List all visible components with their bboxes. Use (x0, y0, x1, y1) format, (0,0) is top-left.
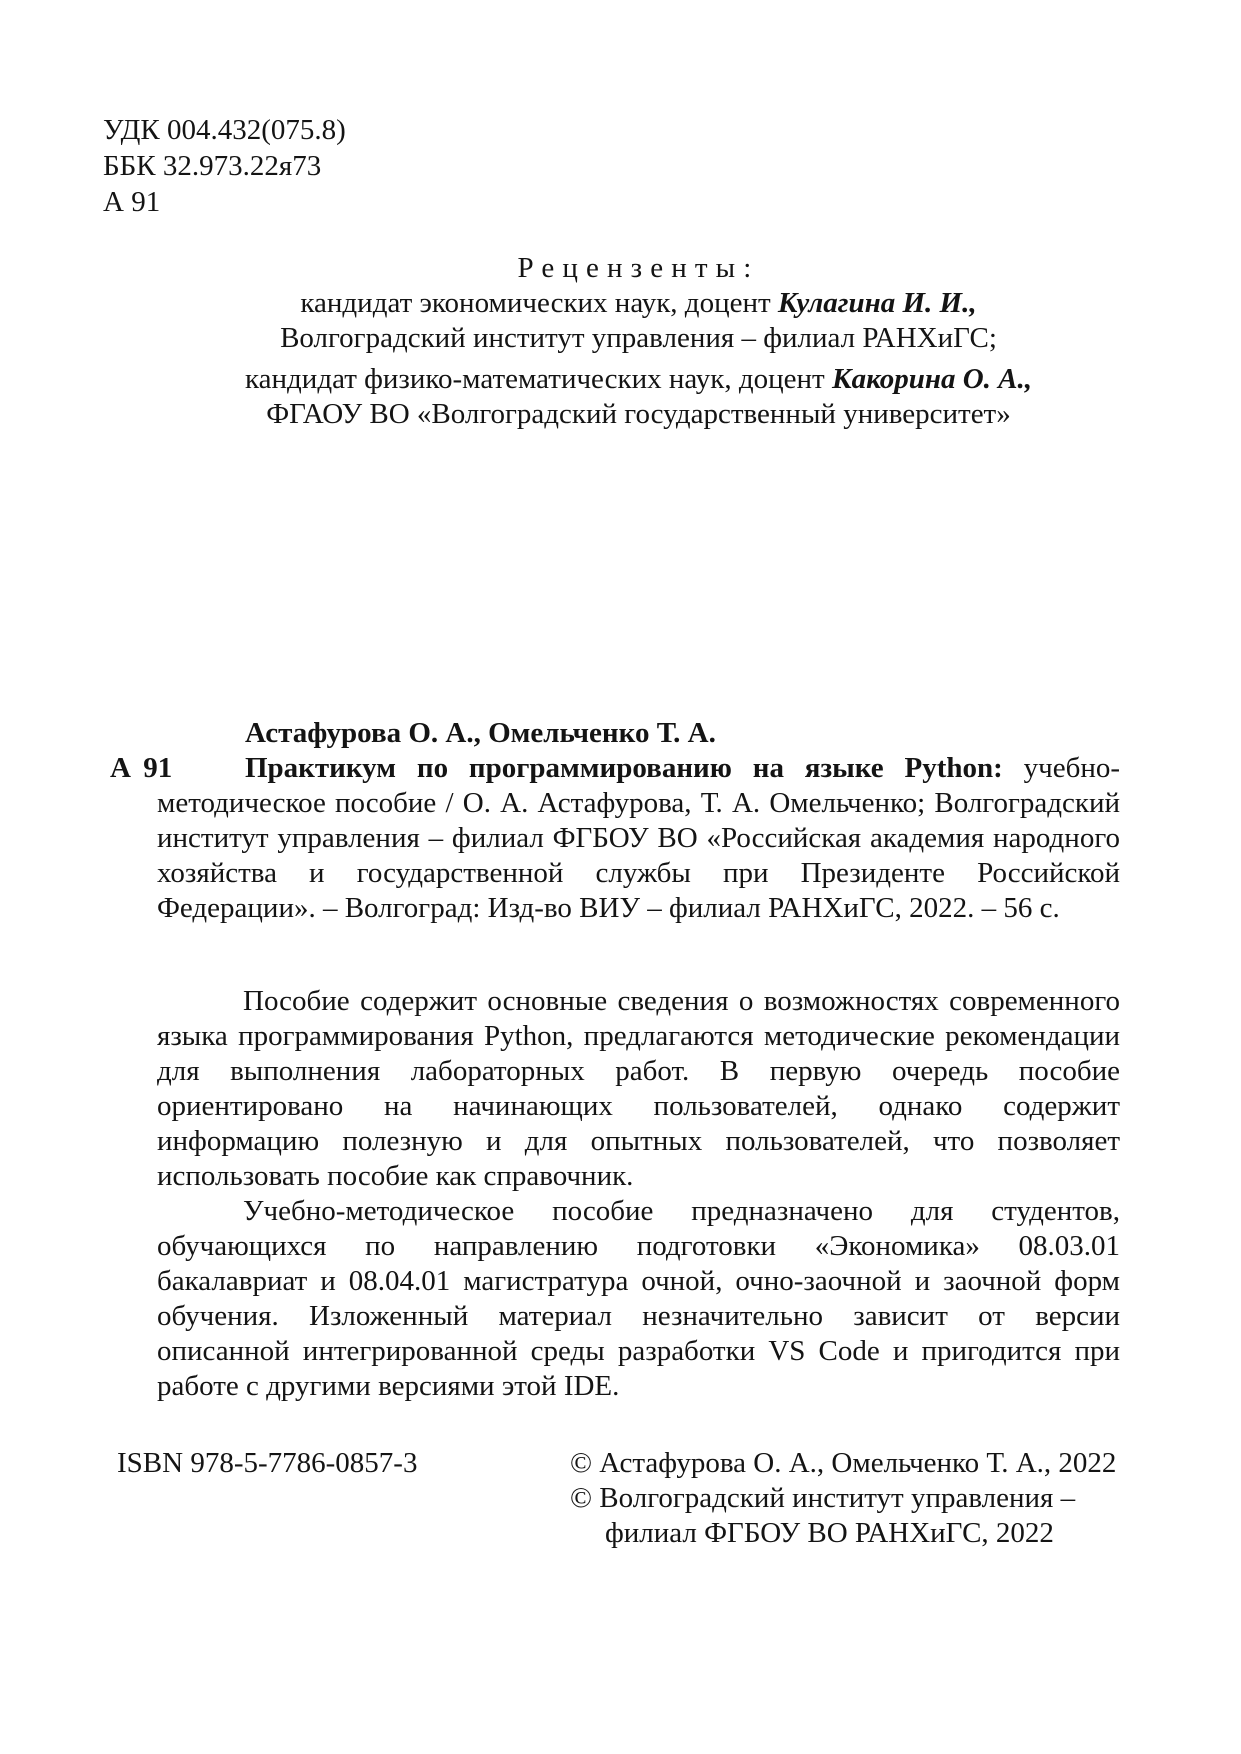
bbk-code: ББК 32.973.22я73 (103, 150, 322, 182)
annotation-line: обучающихся по направлению подготовки «Экономика» 08.03.01 (157, 1230, 1120, 1262)
annotation-line: Учебно-методическое пособие предназначено для студентов, (243, 1195, 1120, 1227)
reviewers-heading: Рецензенты: (517, 252, 760, 284)
annotation-line: работе с другими версиями этой IDE. (157, 1370, 620, 1402)
annotation-line: для выполнения лабораторных работ. В первую очередь пособие (157, 1055, 1120, 1087)
annotation-line: использовать пособие как справочник. (157, 1160, 634, 1192)
bibliographic-record (110, 716, 1121, 926)
author-sign-index: А 91 (110, 752, 173, 784)
isbn: ISBN 978-5-7786-0857-3 (117, 1447, 418, 1479)
annotation-line: Пособие содержит основные сведения о возможностях современного (243, 985, 1120, 1017)
reviewer-credentials (157, 362, 1120, 397)
udc-code: УДК 004.432(075.8) (103, 114, 346, 146)
annotation-line: информацию полезную и для опытных пользователей, что позволяет (157, 1125, 1120, 1157)
annotation (157, 984, 1120, 1404)
reviewer-name: Какорина О. А., (831, 363, 1032, 395)
reviewer-entry (157, 286, 1120, 356)
book-title: Практикум по программированию на языке Python: (245, 752, 1003, 784)
annotation-line: описанной интегрированной среды разработки VS Code и пригодится при (157, 1335, 1120, 1367)
annotation-line: бакалавриат и 08.04.01 магистратура очной, очно-заочной и заочной форм (157, 1265, 1120, 1297)
reviewer-entry (157, 362, 1120, 432)
annotation-line: ориентировано на начинающих пользователей, однако содержит (157, 1090, 1120, 1122)
citation-line: хозяйства и государственной службы при Президенте Российской (157, 857, 1120, 889)
citation-line: институт управления – филиал ФГБОУ ВО «Российская академия народного (157, 822, 1120, 854)
classification-block (103, 112, 346, 220)
reviewer-degree: кандидат физико-математических наук, доцент (245, 363, 825, 395)
citation-line-rest: учебно- (1023, 752, 1121, 784)
reviewer-degree: кандидат экономических наук, доцент (300, 287, 771, 319)
reviewers-section (157, 251, 1120, 432)
copyright-publisher-continued: филиал ФГБОУ ВО РАНХиГС, 2022 (605, 1517, 1054, 1549)
reviewer-affiliation: Волгоградский институт управления – филиал РАНХиГС; (280, 322, 997, 354)
book-authors: Астафурова О. А., Омельченко Т. А. (245, 717, 716, 749)
reviewer-affiliation: ФГАОУ ВО «Волгоградский государственный университет» (266, 398, 1011, 430)
copyright-block (570, 1446, 1116, 1551)
copyright-publisher: © Волгоградский институт управления – (570, 1482, 1076, 1514)
citation-line (157, 751, 1120, 786)
citation-line: методическое пособие / О. А. Астафурова, Т. А. Омельченко; Волгоградский (157, 787, 1120, 819)
citation-line: Федерации». – Волгоград: Изд-во ВИУ – филиал РАНХиГС, 2022. – 56 с. (157, 892, 1060, 924)
author-sign: А 91 (103, 186, 161, 218)
reviewer-credentials (157, 286, 1120, 321)
copyright-authors: © Астафурова О. А., Омельченко Т. А., 2022 (570, 1447, 1117, 1479)
annotation-line: обучения. Изложенный материал незначительно зависит от версии (157, 1300, 1120, 1332)
annotation-line: языка программирования Python, предлагаются методические рекомендации (157, 1020, 1120, 1052)
reviewer-name: Кулагина И. И., (777, 287, 977, 319)
